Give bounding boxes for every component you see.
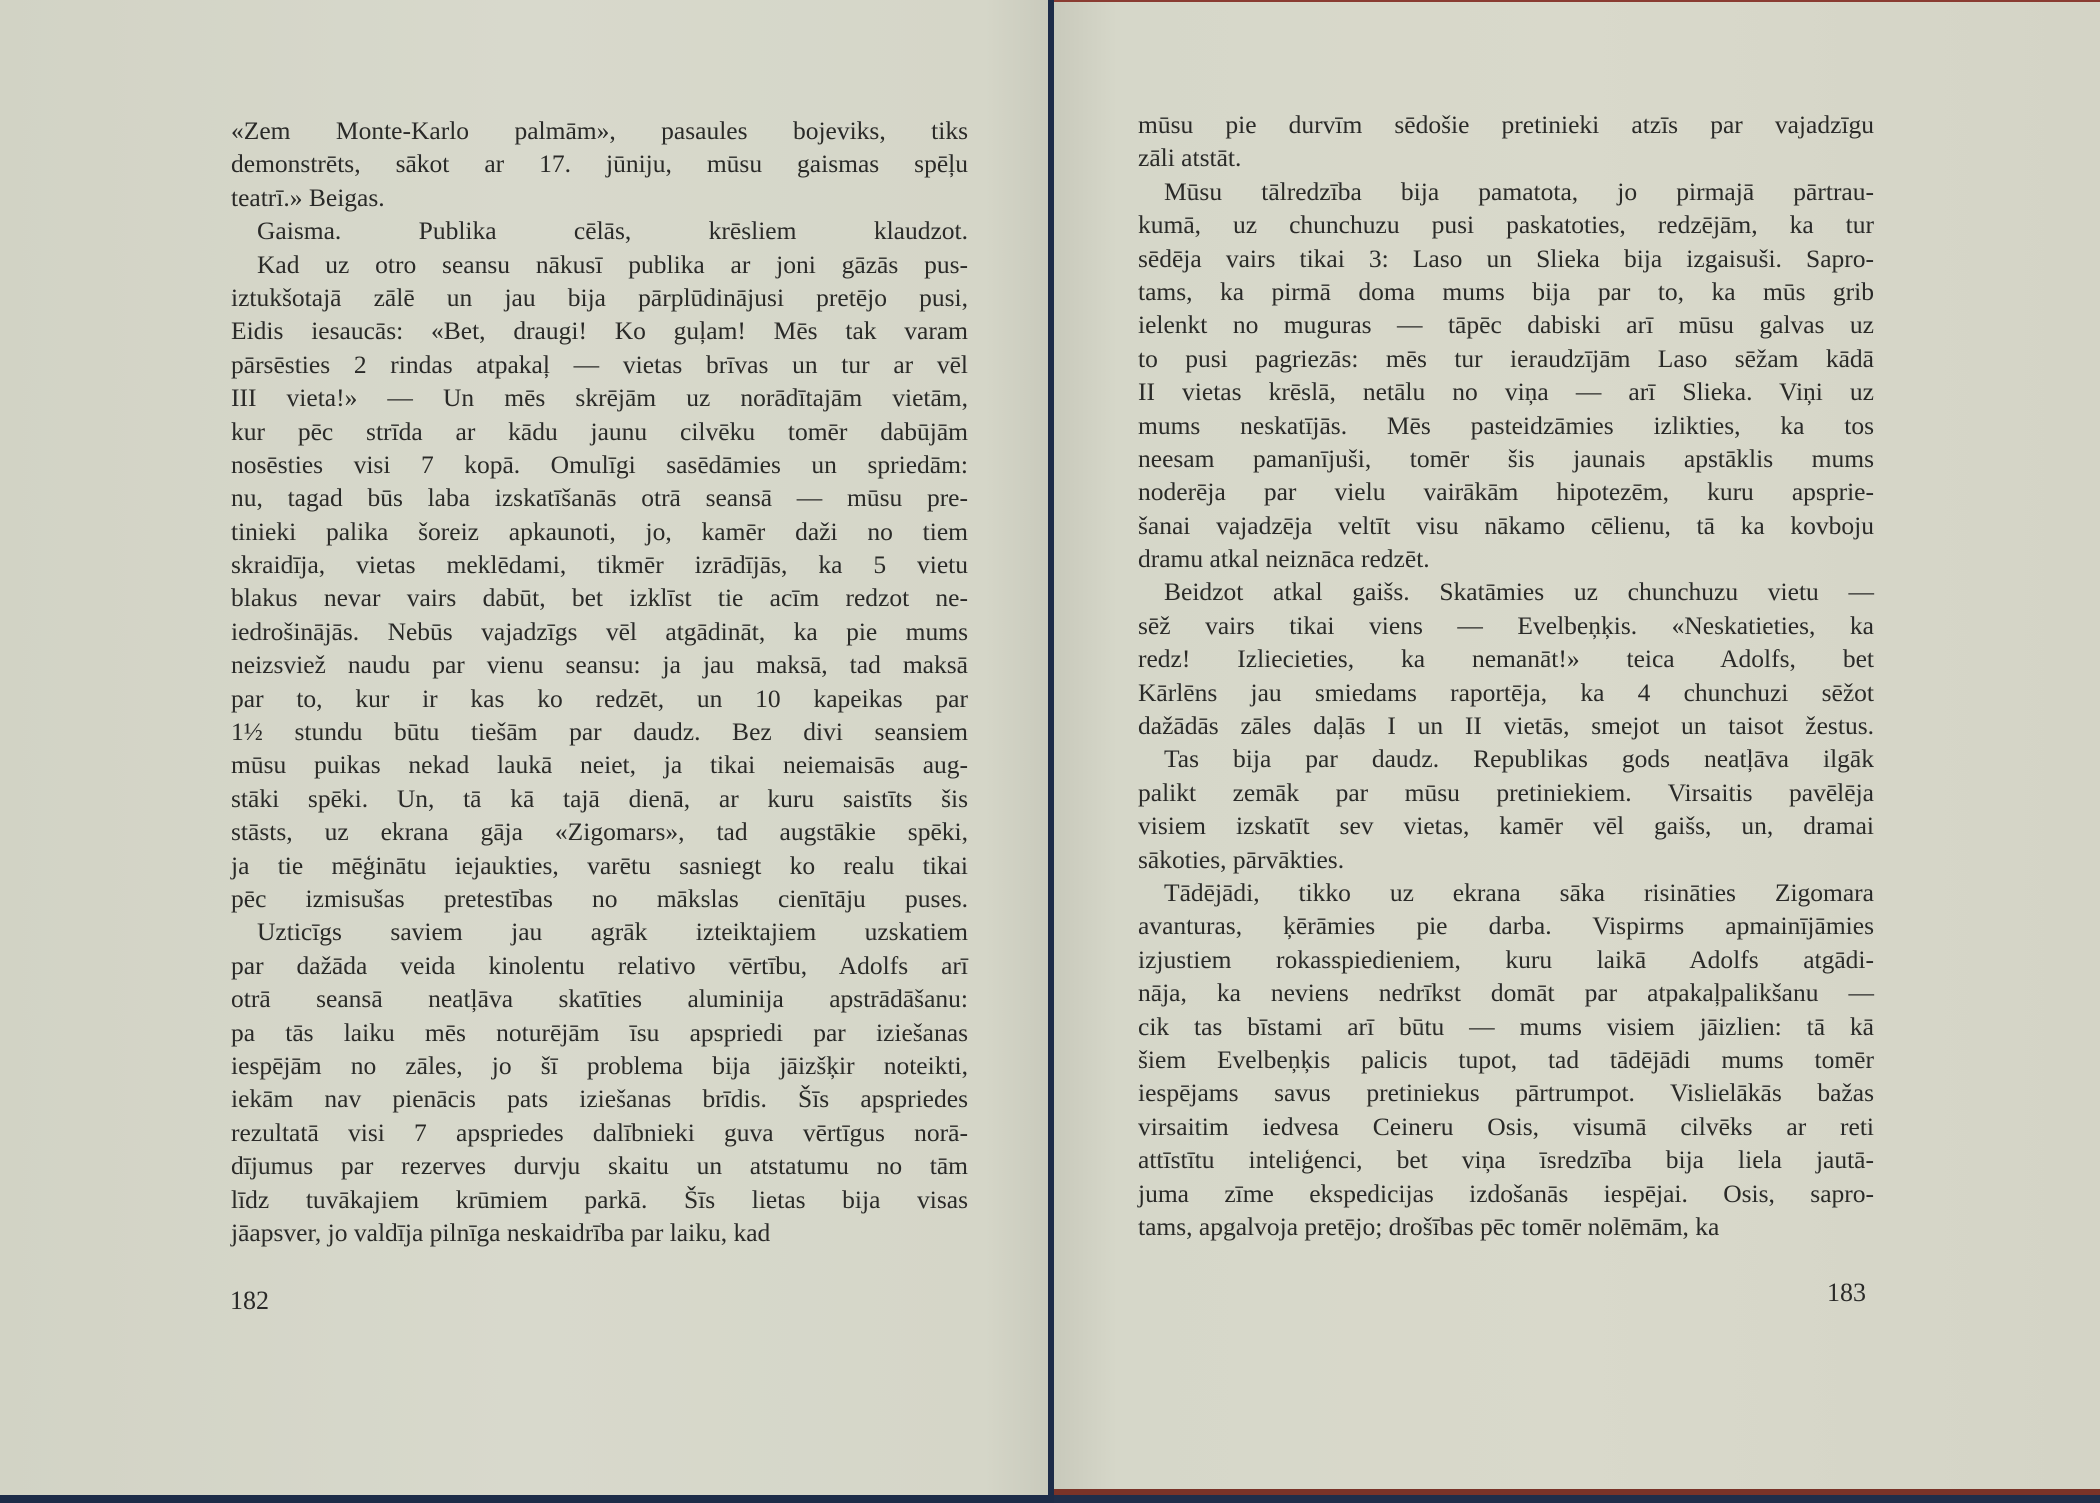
text-line: noderēja par vielu vairākām hipotezēm, kuru apsprie-	[1138, 477, 1874, 507]
text-line: nāja, ka neviens nedrīkst domāt par atpakaļpalikšanu —	[1138, 978, 1874, 1008]
text-line: «Zem Monte-Karlo palmām», pasaules bojeviks, tiks	[231, 116, 968, 145]
text-line: līdz tuvākajiem krūmiem parkā. Šīs lietas bija visas	[231, 1184, 968, 1214]
scan-background	[0, 1495, 1048, 1503]
text-line: attīstītu inteliģenci, bet viņa īsredzība bija liela jautā-	[1138, 1145, 1874, 1175]
text-line: Uzticīgs saviem jau agrāk izteiktajiem uzskatiem	[257, 917, 968, 947]
text-line: par dažāda veida kinolentu relativo vērtību, Adolfs arī	[231, 950, 968, 980]
text-line: tams, ka pirmā doma mums bija par to, ka mūs grib	[1138, 276, 1874, 306]
text-line: tinieki palika šoreiz apkaunoti, jo, kamēr daži no tiem	[231, 516, 968, 546]
text-line: neizsviež naudu par vienu seansu: ja jau maksā, tad maksā	[231, 650, 968, 680]
text-line: zāli atstāt.	[1138, 143, 1242, 173]
text-line: iespējām no zāles, jo šī problema bija jāizšķir noteikti,	[231, 1050, 968, 1080]
text-line: mūsu pie durvīm sēdošie pretinieki atzīs par vajadzīgu	[1138, 110, 1874, 139]
left-page-number: 182	[230, 1286, 269, 1315]
text-line: pa tās laiku mēs noturējām īsu apspriedi par iziešanas	[231, 1017, 968, 1047]
text-line: izjustiem rokasspiedieniem, kuru laikā Adolfs atgādi-	[1138, 944, 1874, 974]
text-line: dramu atkal neiznāca redzēt.	[1138, 544, 1430, 574]
text-line: tams, apgalvoja pretējo; drošības pēc tomēr nolēmām, ka	[1138, 1211, 1720, 1241]
text-line: redz! Izliecieties, ka nemanāt!» teica Adolfs, bet	[1138, 644, 1874, 674]
text-line: Gaisma. Publika cēlās, krēsliem klaudzot.	[257, 216, 968, 246]
text-line: juma zīme ekspedicijas izdošanās iespējai. Osis, sapro-	[1138, 1178, 1874, 1208]
text-line: ielenkt no muguras — tāpēc dabiski arī mūsu galvas uz	[1138, 310, 1874, 340]
right-page-number: 183	[1827, 1278, 1866, 1307]
right-page	[1054, 0, 2100, 1495]
text-line: kumā, uz chunchuzu pusi paskatoties, redzējām, ka tur	[1138, 210, 1874, 240]
left-page	[0, 0, 1048, 1495]
text-line: virsaitim iedvesa Ceineru Osis, visumā cilvēks ar reti	[1138, 1111, 1874, 1141]
text-line: mums neskatījās. Mēs pasteidzāmies izlikties, ka tos	[1138, 410, 1874, 440]
text-line: šiem Evelbeņķis palicis tupot, tad tādējādi mums tomēr	[1138, 1044, 1874, 1074]
text-line: skraidīja, vietas meklēdami, tikmēr izrādījās, ka 5 vietu	[231, 550, 968, 580]
right-page-text	[1138, 108, 1874, 1243]
text-line: II vietas krēslā, netālu no viņa — arī Slieka. Viņi uz	[1138, 377, 1874, 407]
text-line: pēc izmisušas pretestības no mākslas cienītāju puses.	[231, 883, 968, 913]
text-line: cik tas bīstami arī būtu — mums visiem jāizlien: tā kā	[1138, 1011, 1874, 1041]
text-line: sēž vairs tikai viens — Evelbeņķis. «Neskatieties, ka	[1138, 610, 1874, 640]
text-line: sākoties, pārvākties.	[1138, 844, 1345, 874]
text-line: dažādās zāles daļās I un II vietās, smejot un taisot žestus.	[1138, 711, 1874, 741]
text-line: nu, tagad būs laba izskatīšanās otrā seansā — mūsu pre-	[231, 483, 968, 513]
text-line: Tas bija par daudz. Republikas gods neatļāva ilgāk	[1164, 744, 1874, 774]
text-line: demonstrēts, sākot ar 17. jūniju, mūsu gaismas spēļu	[231, 149, 968, 179]
text-line: teatrī.» Beigas.	[231, 182, 385, 212]
left-page-text	[231, 114, 968, 1249]
text-line: ja tie mēģinātu iejaukties, varētu sasniegt ko realu tikai	[231, 850, 968, 880]
text-line: avanturas, ķērāmies pie darba. Vispirms apmainījāmies	[1138, 911, 1874, 941]
text-line: kur pēc strīda ar kādu jaunu cilvēku tomēr dabūjām	[231, 416, 968, 446]
text-line: Tādējādi, tikko uz ekrana sāka risināties Zigomara	[1164, 877, 1874, 907]
text-line: mūsu puikas nekad laukā neiet, ja tikai neiemaisās aug-	[231, 750, 968, 780]
text-line: blakus nevar vairs dabūt, bet izklīst tie acīm redzot ne-	[231, 583, 968, 613]
text-line: pārsēsties 2 rindas atpakaļ — vietas brīvas un tur ar vēl	[231, 349, 968, 379]
text-line: iztukšotajā zālē un jau bija pārplūdinājusi pretējo pusi,	[231, 282, 968, 312]
text-line: nosēsties visi 7 kopā. Omulīgi sasēdāmies un spriedām:	[231, 449, 968, 479]
text-line: Mūsu tālredzība bija pamatota, jo pirmajā pārtrau-	[1164, 176, 1874, 206]
text-line: rezultatā visi 7 apspriedes dalībnieki guva vērtīgus norā-	[231, 1117, 968, 1147]
text-line: neesam pamanījuši, tomēr šis jaunais apstāklis mums	[1138, 443, 1874, 473]
text-line: iespējams savus pretiniekus pārtrumpot. Vislielākās bažas	[1138, 1078, 1874, 1108]
text-line: sēdēja vairs tikai 3: Laso un Slieka bija izgaisuši. Sapro-	[1138, 243, 1874, 273]
text-line: Kārlēns jau smiedams raportēja, ka 4 chunchuzi sēžot	[1138, 677, 1874, 707]
text-line: jāapsver, jo valdīja pilnīga neskaidrība par laiku, kad	[231, 1217, 771, 1247]
text-line: visiem izskatīt sev vietas, kamēr vēl gaišs, un, dramai	[1138, 811, 1874, 841]
text-line: palikt zemāk par mūsu pretiniekiem. Virsaitis pavēlēja	[1138, 777, 1874, 807]
text-line: iekām nav pienācis pats iziešanas brīdis. Šīs apspriedes	[231, 1084, 968, 1114]
text-line: Kad uz otro seansu nākusī publika ar joni gāzās pus-	[257, 249, 968, 279]
text-line: stāki spēki. Un, tā kā tajā dienā, ar kuru saistīts šis	[231, 783, 968, 813]
text-line: iedrošinājās. Nebūs vajadzīgs vēl atgādināt, ka pie mums	[231, 616, 968, 646]
text-line: stāsts, uz ekrana gāja «Zigomars», tad augstākie spēki,	[231, 817, 968, 847]
text-line: par to, kur ir kas ko redzēt, un 10 kapeikas par	[231, 683, 968, 713]
text-line: dījumus par rezerves durvju skaitu un atstatumu no tām	[231, 1151, 968, 1181]
text-line: III vieta!» — Un mēs skrējām uz norādītajām vietām,	[231, 383, 968, 413]
text-line: otrā seansā neatļāva skatīties aluminija apstrādāšanu:	[231, 984, 968, 1014]
text-line: Eidis iesaucās: «Bet, draugi! Ko guļam! Mēs tak varam	[231, 316, 968, 346]
text-line: to pusi pagriezās: mēs tur ieraudzījām Laso sēžam kādā	[1138, 343, 1874, 373]
text-line: Beidzot atkal gaišs. Skatāmies uz chunchuzu vietu —	[1164, 577, 1874, 607]
text-line: 1½ stundu būtu tiešām par daudz. Bez divi seansiem	[231, 717, 968, 747]
text-line: šanai vajadzēja veltīt visu nākamo cēlienu, tā ka kovboju	[1138, 510, 1874, 540]
